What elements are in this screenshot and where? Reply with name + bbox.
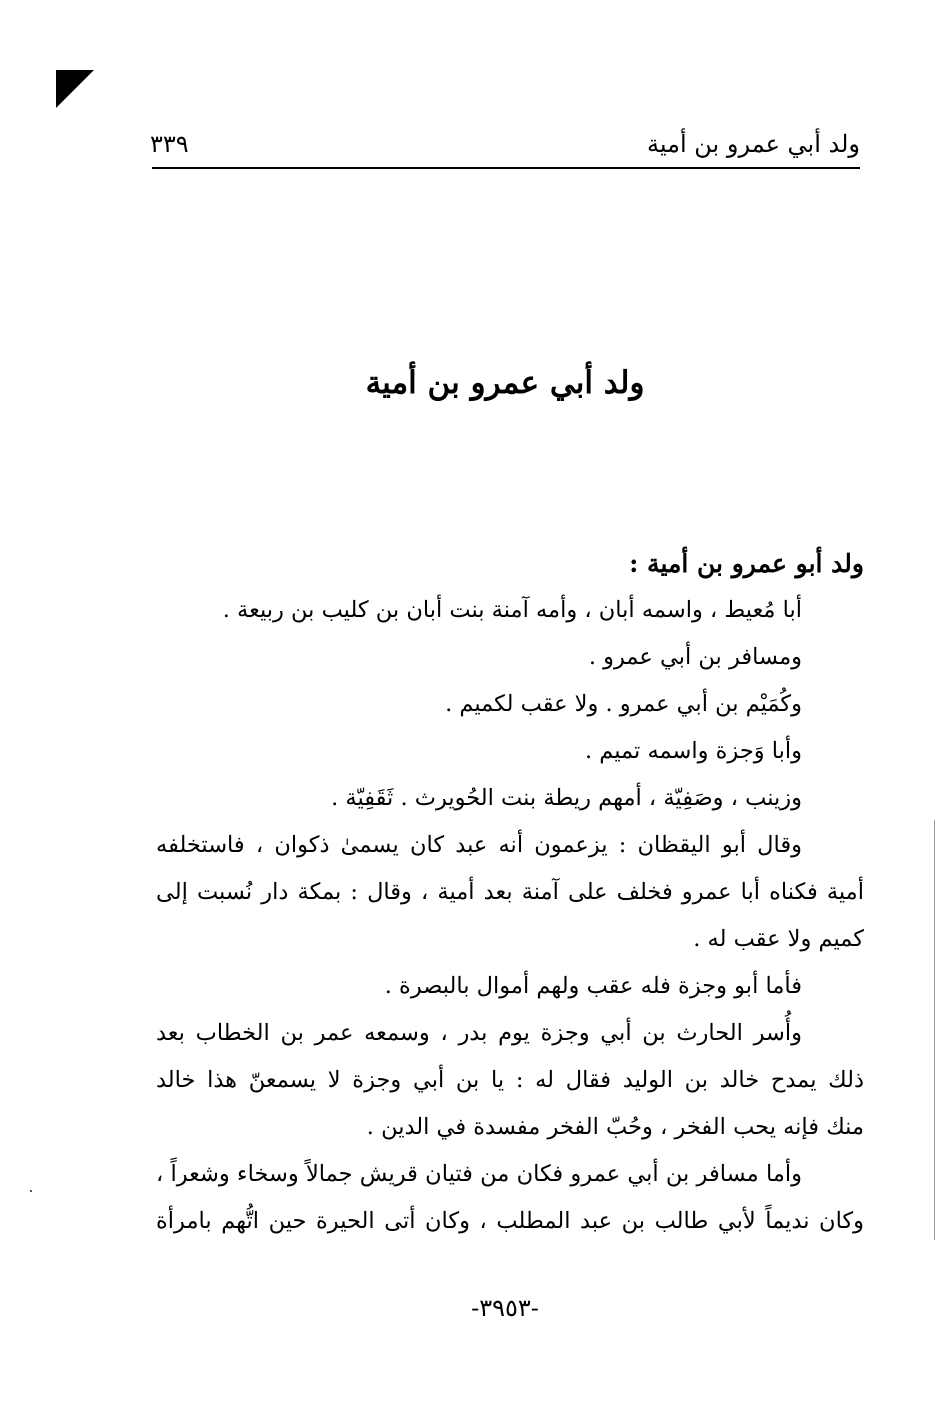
paragraph	[156, 681, 864, 728]
body-text	[156, 540, 864, 1245]
text-line: ذلك يمدح خالد بن الوليد فقال له : يا بن أبي وجزة لا يسمعنّ هذا خالد	[156, 1067, 864, 1093]
text-line: وكان نديماً لأبي طالب بن عبد المطلب ، وكان أتى الحيرة حين اتُّهم بامرأة	[156, 1208, 864, 1234]
text-line: وأُسر الحارث بن أبي وجزة يوم بدر ، وسمعه عمر بن الخطاب بعد	[156, 1020, 802, 1046]
text-line: ومسافر بن أبي عمرو .	[588, 644, 802, 670]
paragraph	[156, 587, 864, 634]
header-page-number: ٣٣٩	[150, 130, 189, 158]
text-line: وزينب ، وصَفِيّة ، أمهم ريطة بنت الحُويرث . ثَقَفِيّة .	[331, 785, 802, 811]
chapter-title: ولد أبي عمرو بن أمية	[365, 365, 645, 401]
footer-page-number: -٣٩٥٣-	[471, 1294, 539, 1322]
paragraph	[156, 1151, 864, 1245]
text-line: فأما أبو وجزة فله عقب ولهم أموال بالبصرة .	[384, 973, 802, 999]
text-line: وأما مسافر بن أبي عمرو فكان من فتيان قريش جمالاً وسخاء وشعراً ،	[156, 1161, 802, 1187]
paragraph	[156, 775, 864, 822]
text-line: وكُمَيْم بن أبي عمرو . ولا عقب لكميم .	[445, 691, 802, 717]
running-title: ولد أبي عمرو بن أمية	[647, 130, 860, 158]
text-line: وأبا وَجزة واسمه تميم .	[584, 738, 802, 764]
corner-triangle-mark	[56, 70, 94, 108]
paragraph	[156, 634, 864, 681]
paragraph	[156, 822, 864, 963]
text-line: أبا مُعيط ، واسمه أبان ، وأمه آمنة بنت أبان بن كليب بن ربيعة .	[222, 597, 802, 623]
section-heading: ولد أبو عمرو بن أمية :	[629, 549, 864, 578]
text-line: أمية فكناه أبا عمرو فخلف على آمنة بعد أمية ، وقال : بمكة دار نُسبت إلى	[156, 879, 864, 905]
page-header	[150, 126, 860, 166]
paragraph	[156, 728, 864, 775]
text-line: وقال أبو اليقظان : يزعمون أنه عبد كان يسمىٰ ذكوان ، فاستخلفه	[156, 832, 802, 858]
scan-speck	[30, 1190, 32, 1192]
header-rule	[152, 167, 860, 169]
paragraph	[156, 1010, 864, 1151]
paragraph	[156, 963, 864, 1010]
text-line: منك فإنه يحب الفخر ، وحُبّ الفخر مفسدة في الدين .	[366, 1114, 864, 1140]
text-line: كميم ولا عقب له .	[693, 926, 864, 952]
scan-margin-line	[934, 820, 935, 1240]
